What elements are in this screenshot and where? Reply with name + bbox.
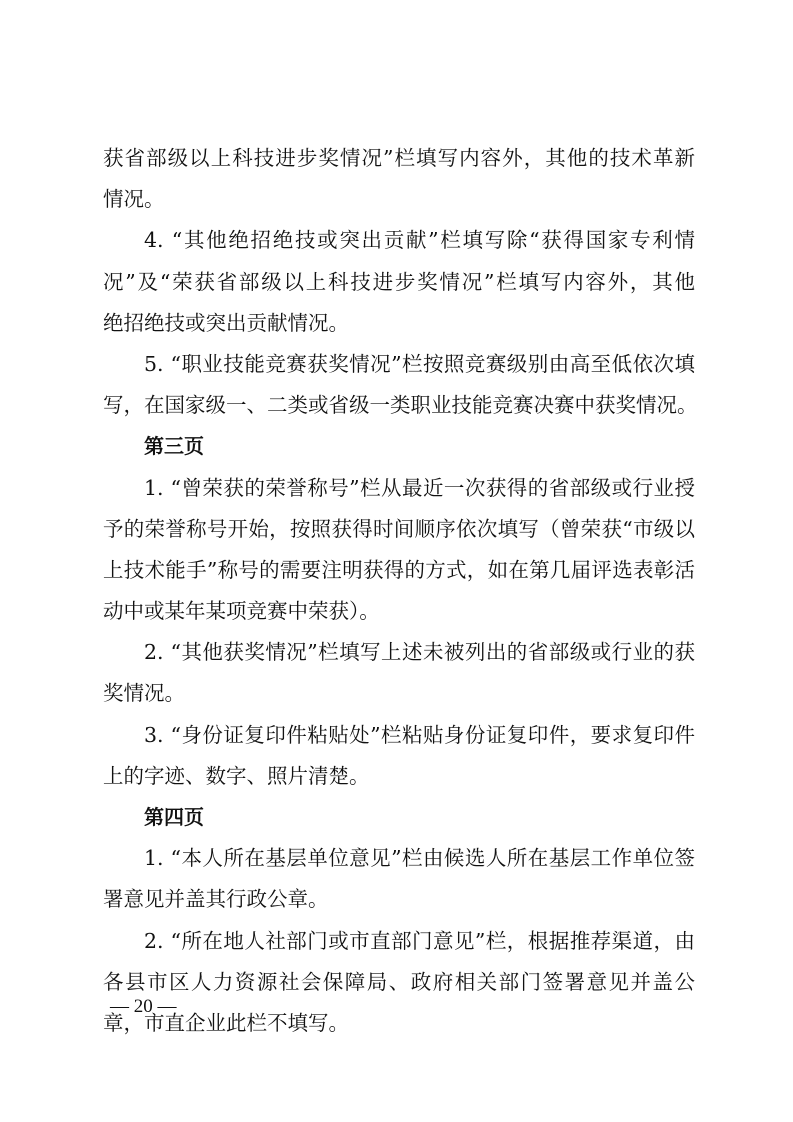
- paragraph-line: 写，在国家级一、二类或省级一类职业技能竞赛决赛中获奖情况。: [103, 393, 698, 418]
- page-number: — 20 —: [110, 996, 177, 1017]
- paragraph-line: 予的荣誉称号开始，按照获得时间顺序依次填写（曾荣获“市级以: [103, 516, 695, 541]
- paragraph-line: 各县市区人力资源社会保障局、政府相关部门签署意见并盖公: [103, 969, 695, 994]
- paragraph-line: 署意见并盖其行政公章。: [103, 887, 329, 912]
- paragraph-line: 1. “本人所在基层单位意见”栏由候选人所在基层工作单位签: [144, 846, 695, 871]
- paragraph-line: 2. “所在地人社部门或市直部门意见”栏，根据推荐渠道，由: [144, 928, 695, 953]
- paragraph-line: 上的字迹、数字、照片清楚。: [103, 763, 370, 788]
- section-heading: 第三页: [144, 434, 204, 459]
- paragraph-line: 1. “曾荣获的荣誉称号”栏从最近一次获得的省部级或行业授: [144, 475, 695, 500]
- paragraph-line: 上技术能手”称号的需要注明获得的方式，如在第几届评选表彰活: [103, 557, 695, 582]
- paragraph-line: 奖情况。: [103, 681, 185, 706]
- body-text: [103, 138, 698, 1044]
- paragraph-line: 获省部级以上科技进步奖情况”栏填写内容外，其他的技术革新: [103, 146, 695, 170]
- section-heading: 第四页: [144, 805, 204, 829]
- paragraph-line: 3. “身份证复印件粘贴处”栏粘贴身份证复印件，要求复印件: [144, 722, 695, 747]
- paragraph-line: 情况。: [103, 187, 165, 212]
- paragraph-line: 章，市直企业此栏不填写。: [103, 1010, 349, 1035]
- paragraph-line: 动中或某年某项竞赛中荣获）。: [103, 599, 380, 624]
- paragraph-line: 4. “其他绝招绝技或突出贡献”栏填写除“获得国家专利情: [144, 228, 695, 253]
- paragraph-line: 5. “职业技能竞赛获奖情况”栏按照竞赛级别由高至低依次填: [144, 351, 695, 376]
- paragraph-line: 绝招绝技或突出贡献情况。: [103, 310, 349, 335]
- paragraph-line: 况”及“荣获省部级以上科技进步奖情况”栏填写内容外，其他: [103, 269, 695, 294]
- paragraph-line: 2. “其他获奖情况”栏填写上述未被列出的省部级或行业的获: [144, 640, 695, 665]
